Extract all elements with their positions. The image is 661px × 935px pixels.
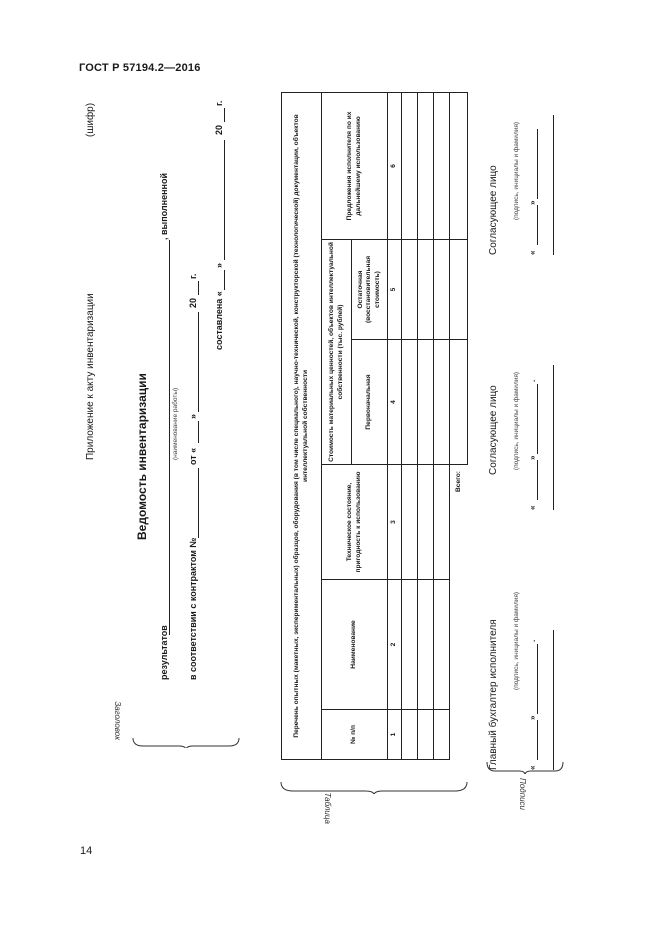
approving-1-label: Согласующее лицо (488, 385, 499, 475)
performed-label: , выполненной (159, 173, 169, 240)
col-initial: Первоначальная (352, 340, 388, 465)
contract-label: в соответствии с контрактом № (188, 537, 198, 680)
table-row (434, 92, 450, 759)
signatures-annotation: Подписи (518, 778, 527, 810)
col-number: 6 (388, 92, 402, 239)
col-proposals: Предложения исполнителя по их дальнейшему использованию (322, 92, 388, 239)
heading-annotation: Заголовок (113, 701, 122, 740)
composed-label: составлена « (214, 291, 224, 350)
col-number: 2 (388, 580, 402, 710)
composed-year-suffix: г. (214, 100, 224, 106)
col-no: № п/п (322, 710, 388, 760)
signature-hint-3: (подпись, инициалы и фамилия) (513, 121, 520, 220)
day-underline (198, 421, 199, 443)
sig2-month-line (537, 384, 538, 454)
col-state: Техническое состояние, пригодность к использованию (322, 465, 388, 580)
composed-quote-close: » (214, 262, 224, 268)
signature-hint-2: (подпись, инициалы и фамилия) (513, 371, 520, 470)
total-label: Всего: (454, 471, 462, 492)
composed-month-underline (224, 140, 225, 260)
table-brace (279, 780, 469, 794)
col-number: 3 (388, 465, 402, 580)
contract-from: от « (188, 447, 198, 465)
year-suffix: г. (188, 273, 198, 279)
approving-2-label: Согласующее лицо (488, 165, 499, 255)
composed-year-prefix: 20 (214, 124, 224, 135)
results-underline (169, 240, 170, 635)
sig3-day-line (537, 205, 538, 245)
year-underline (198, 281, 199, 295)
sig3-line (553, 115, 554, 255)
table-caption: Перечень опытных (макетных, экспериментальных) образцов, оборудования (в том числе специального), научно-технической, конструкторской (технологической) документации, объектов интеллектуальной собственности (282, 92, 322, 759)
sig2-quote-open: « (528, 505, 537, 510)
appendix-title: Приложение к акту инвентаризации (85, 293, 96, 460)
sig1-quote-open: « (528, 765, 537, 770)
composed-year-underline (224, 108, 225, 122)
heading-brace (131, 736, 241, 748)
col-cost-group: Стоимость материальных ценностей, объектов интеллектуальной собственности (тыс. рублей) (322, 240, 352, 465)
sig1-line (553, 630, 554, 770)
year-prefix: 20 (188, 297, 198, 308)
signature-hint-1: (подпись, инициалы и фамилия) (513, 591, 520, 690)
inventory-table (281, 92, 468, 760)
table-annotation: Таблица (323, 792, 332, 824)
col-number: 5 (388, 240, 402, 340)
sig3-quote-close: » (528, 200, 537, 205)
statement-title: Ведомость инвентаризации (135, 373, 149, 540)
page-number: 14 (80, 845, 93, 857)
month-underline (198, 312, 199, 412)
sig3-quote-open: « (528, 250, 537, 255)
sig1-month-line (537, 644, 538, 714)
sig2-line (553, 365, 554, 510)
col-residual: Остаточная (восстановительная стоимость) (352, 240, 388, 340)
total-row (450, 92, 468, 759)
col-number: 4 (388, 340, 402, 465)
sig1-quote-close: » (528, 715, 537, 720)
sig2-day-line (537, 460, 538, 500)
results-label: результатов (159, 625, 169, 680)
sig1-dot: . (528, 639, 537, 642)
standard-number: ГОСТ Р 57194.2—2016 (79, 62, 201, 74)
sig2-quote-close: » (528, 455, 537, 460)
contract-underline (198, 468, 199, 538)
cipher-label: (шифр) (85, 102, 96, 137)
table-row (418, 92, 434, 759)
table-row (402, 92, 418, 759)
sig3-month-line (537, 129, 538, 199)
signatures-brace (485, 760, 565, 774)
quote-close: » (188, 413, 198, 419)
col-name: Наименование (322, 580, 388, 710)
col-number: 1 (388, 710, 402, 760)
work-hint: (наименование работы) (172, 387, 179, 460)
sig2-dot: . (528, 379, 537, 382)
composed-day-underline (224, 270, 225, 290)
sig1-day-line (537, 720, 538, 760)
rotated-page (83, 40, 623, 824)
chief-accountant-label: Главный бухгалтер исполнителя (488, 619, 499, 770)
